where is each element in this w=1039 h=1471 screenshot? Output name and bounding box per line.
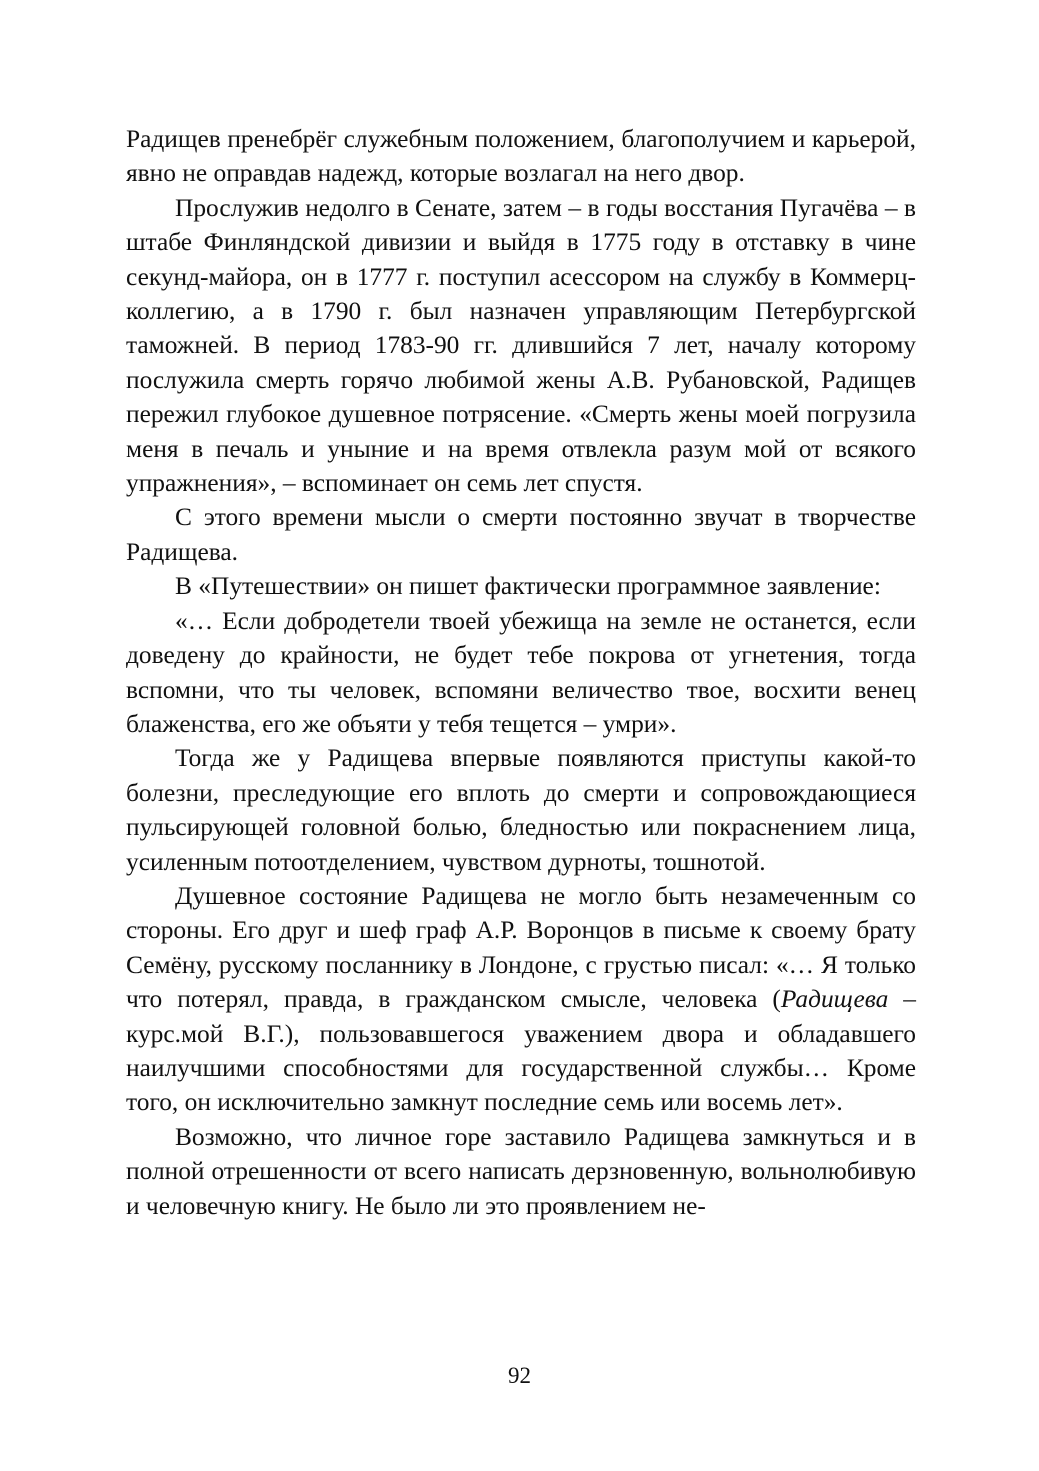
paragraph: Радищев пренебрёг служебным положением, благополучием и карьерой, явно не оправдав надежд, которые возлагал на него двор.	[126, 125, 916, 188]
body-text	[126, 122, 916, 1223]
paragraph: Возможно, что личное горе заставило Радищева замкнуться и в полной отрешенности от всего написать дерзновенную, вольнолюбивую и человечную книгу. Не было ли это проявлением не-	[126, 1122, 916, 1220]
paragraph: В «Путешествии» он пишет фактически программное заявление:	[175, 572, 881, 601]
italic-name: Радищева	[780, 985, 889, 1014]
quotation-paragraph: «… Если добродетели твоей убежища на земле не останется, если доведену до крайности, не будет тебе покрова от угнетения, тогда вспомни, что ты человек, вспомяни величество твое, восхити венец блаженства, его же объяти у тебя тещется – умри».	[126, 606, 916, 738]
paragraph: Тогда же у Радищева впервые появляются приступы какой-то болезни, преследующие его вплоть до смерти и сопровождающиеся пульсирующей головной болью, бледностью или покраснением лица, усиленным потоотделением, чувством дурноты, тошнотой.	[126, 744, 916, 876]
paragraph-text-after: – курс.мой В.Г.), пользовавшегося уважением двора и обладавшего наилучшими способностями для государственной службы… Кроме того, он исключительно замкнут последние семь или восемь лет».	[126, 985, 916, 1117]
paragraph	[126, 879, 916, 1120]
paragraph-text-before: Душевное состояние Радищева не могло быть незамеченным со стороны. Его друг и шеф граф А.Р. Воронцов в письме к своему брату Семёну, русскому посланнику в Лондоне, с грустью писал: «… Я только что потерял, правда, в гражданском смысле, человека (	[126, 881, 916, 1014]
paragraph: С этого времени мысли о смерти постоянно звучат в творчестве Радищева.	[126, 503, 916, 566]
page-number: 92	[508, 1363, 531, 1388]
paragraph: Прослужив недолго в Сенате, затем – в годы восстания Пугачёва – в штабе Финляндской дивизии и выйдя в 1775 году в отставку в чине секунд-майора, он в 1777 г. поступил асессором на службу в Коммерц-коллегию, а в 1790 г. был назначен управляющим Петербургской таможней. В период 1783-90 гг. длившийся 7 лет, началу которому послужила смерть горячо любимой жены А.В. Рубановской, Радищев пережил глубокое душевное потрясение. «Смерть жены моей погрузила меня в печаль и уныние и на время отвлекла разум мой от всякого упражнения», – вспоминает он семь лет спустя.	[126, 193, 916, 498]
